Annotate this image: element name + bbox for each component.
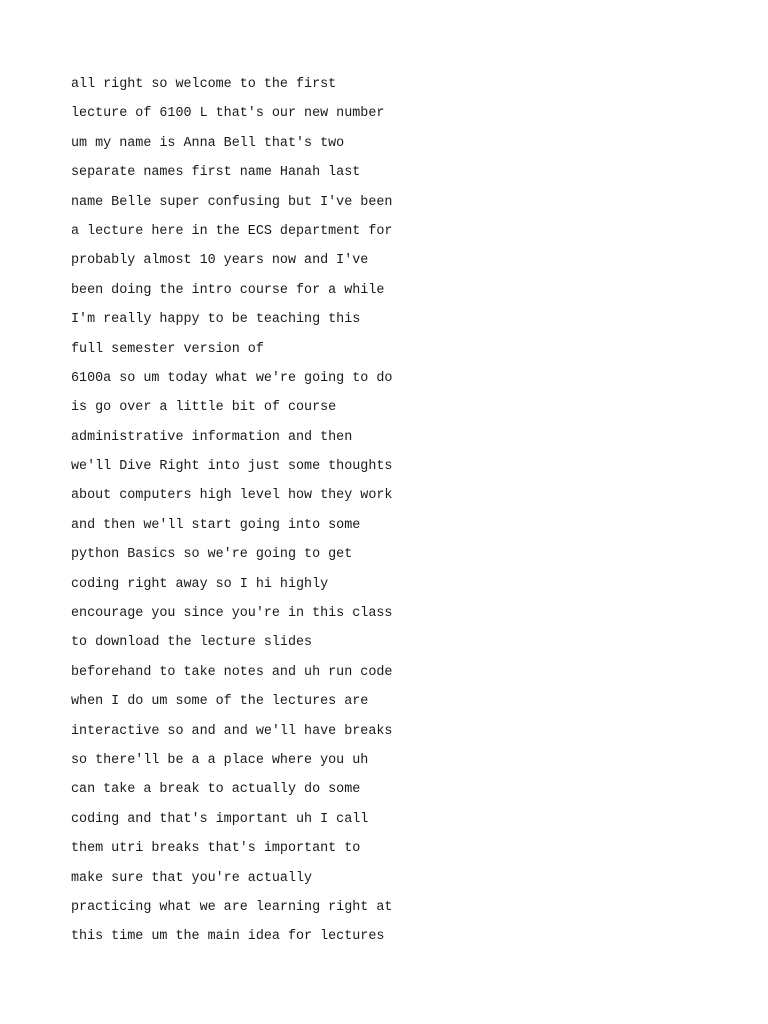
- transcript-line: I'm really happy to be teaching this: [71, 312, 361, 328]
- transcript-line: separate names first name Hanah last: [71, 165, 361, 181]
- transcript-line: been doing the intro course for a while: [71, 282, 385, 298]
- transcript-line: 6100a so um today what we're going to do: [71, 370, 393, 386]
- transcript-line: lecture of 6100 L that's our new number: [71, 106, 385, 122]
- transcript-line: a lecture here in the ECS department for: [71, 223, 393, 239]
- transcript-line: them utri breaks that's important to: [71, 841, 361, 857]
- transcript-line: to download the lecture slides: [71, 635, 313, 651]
- transcript-line: is go over a little bit of course: [71, 400, 337, 416]
- transcript-line: administrative information and then: [71, 429, 353, 445]
- transcript-line: this time um the main idea for lectures: [71, 929, 385, 945]
- transcript-line: um my name is Anna Bell that's two: [71, 135, 345, 151]
- transcript-line: and then we'll start going into some: [71, 517, 361, 533]
- transcript-line: we'll Dive Right into just some thoughts: [71, 459, 393, 475]
- transcript-line: practicing what we are learning right at: [71, 899, 393, 915]
- transcript-line: all right so welcome to the first: [71, 77, 337, 92]
- transcript-line: encourage you since you're in this class: [71, 606, 393, 622]
- transcript-line: can take a break to actually do some: [71, 782, 361, 798]
- transcript-line: coding and that's important uh I call: [71, 811, 369, 827]
- transcript-line: interactive so and and we'll have breaks: [71, 723, 393, 739]
- transcript-line: so there'll be a a place where you uh: [71, 752, 369, 768]
- transcript-line: coding right away so I hi highly: [71, 576, 329, 592]
- transcript-line: full semester version of: [71, 341, 264, 357]
- transcript-line: when I do um some of the lectures are: [71, 694, 369, 710]
- transcript-line: make sure that you're actually: [71, 870, 313, 886]
- transcript-line: beforehand to take notes and uh run code: [71, 664, 393, 680]
- transcript-line: about computers high level how they work: [71, 488, 393, 504]
- transcript-line: probably almost 10 years now and I've: [71, 253, 369, 269]
- transcript-line: python Basics so we're going to get: [71, 547, 353, 563]
- transcript-text: [71, 70, 392, 952]
- transcript-line: name Belle super confusing but I've been: [71, 194, 393, 210]
